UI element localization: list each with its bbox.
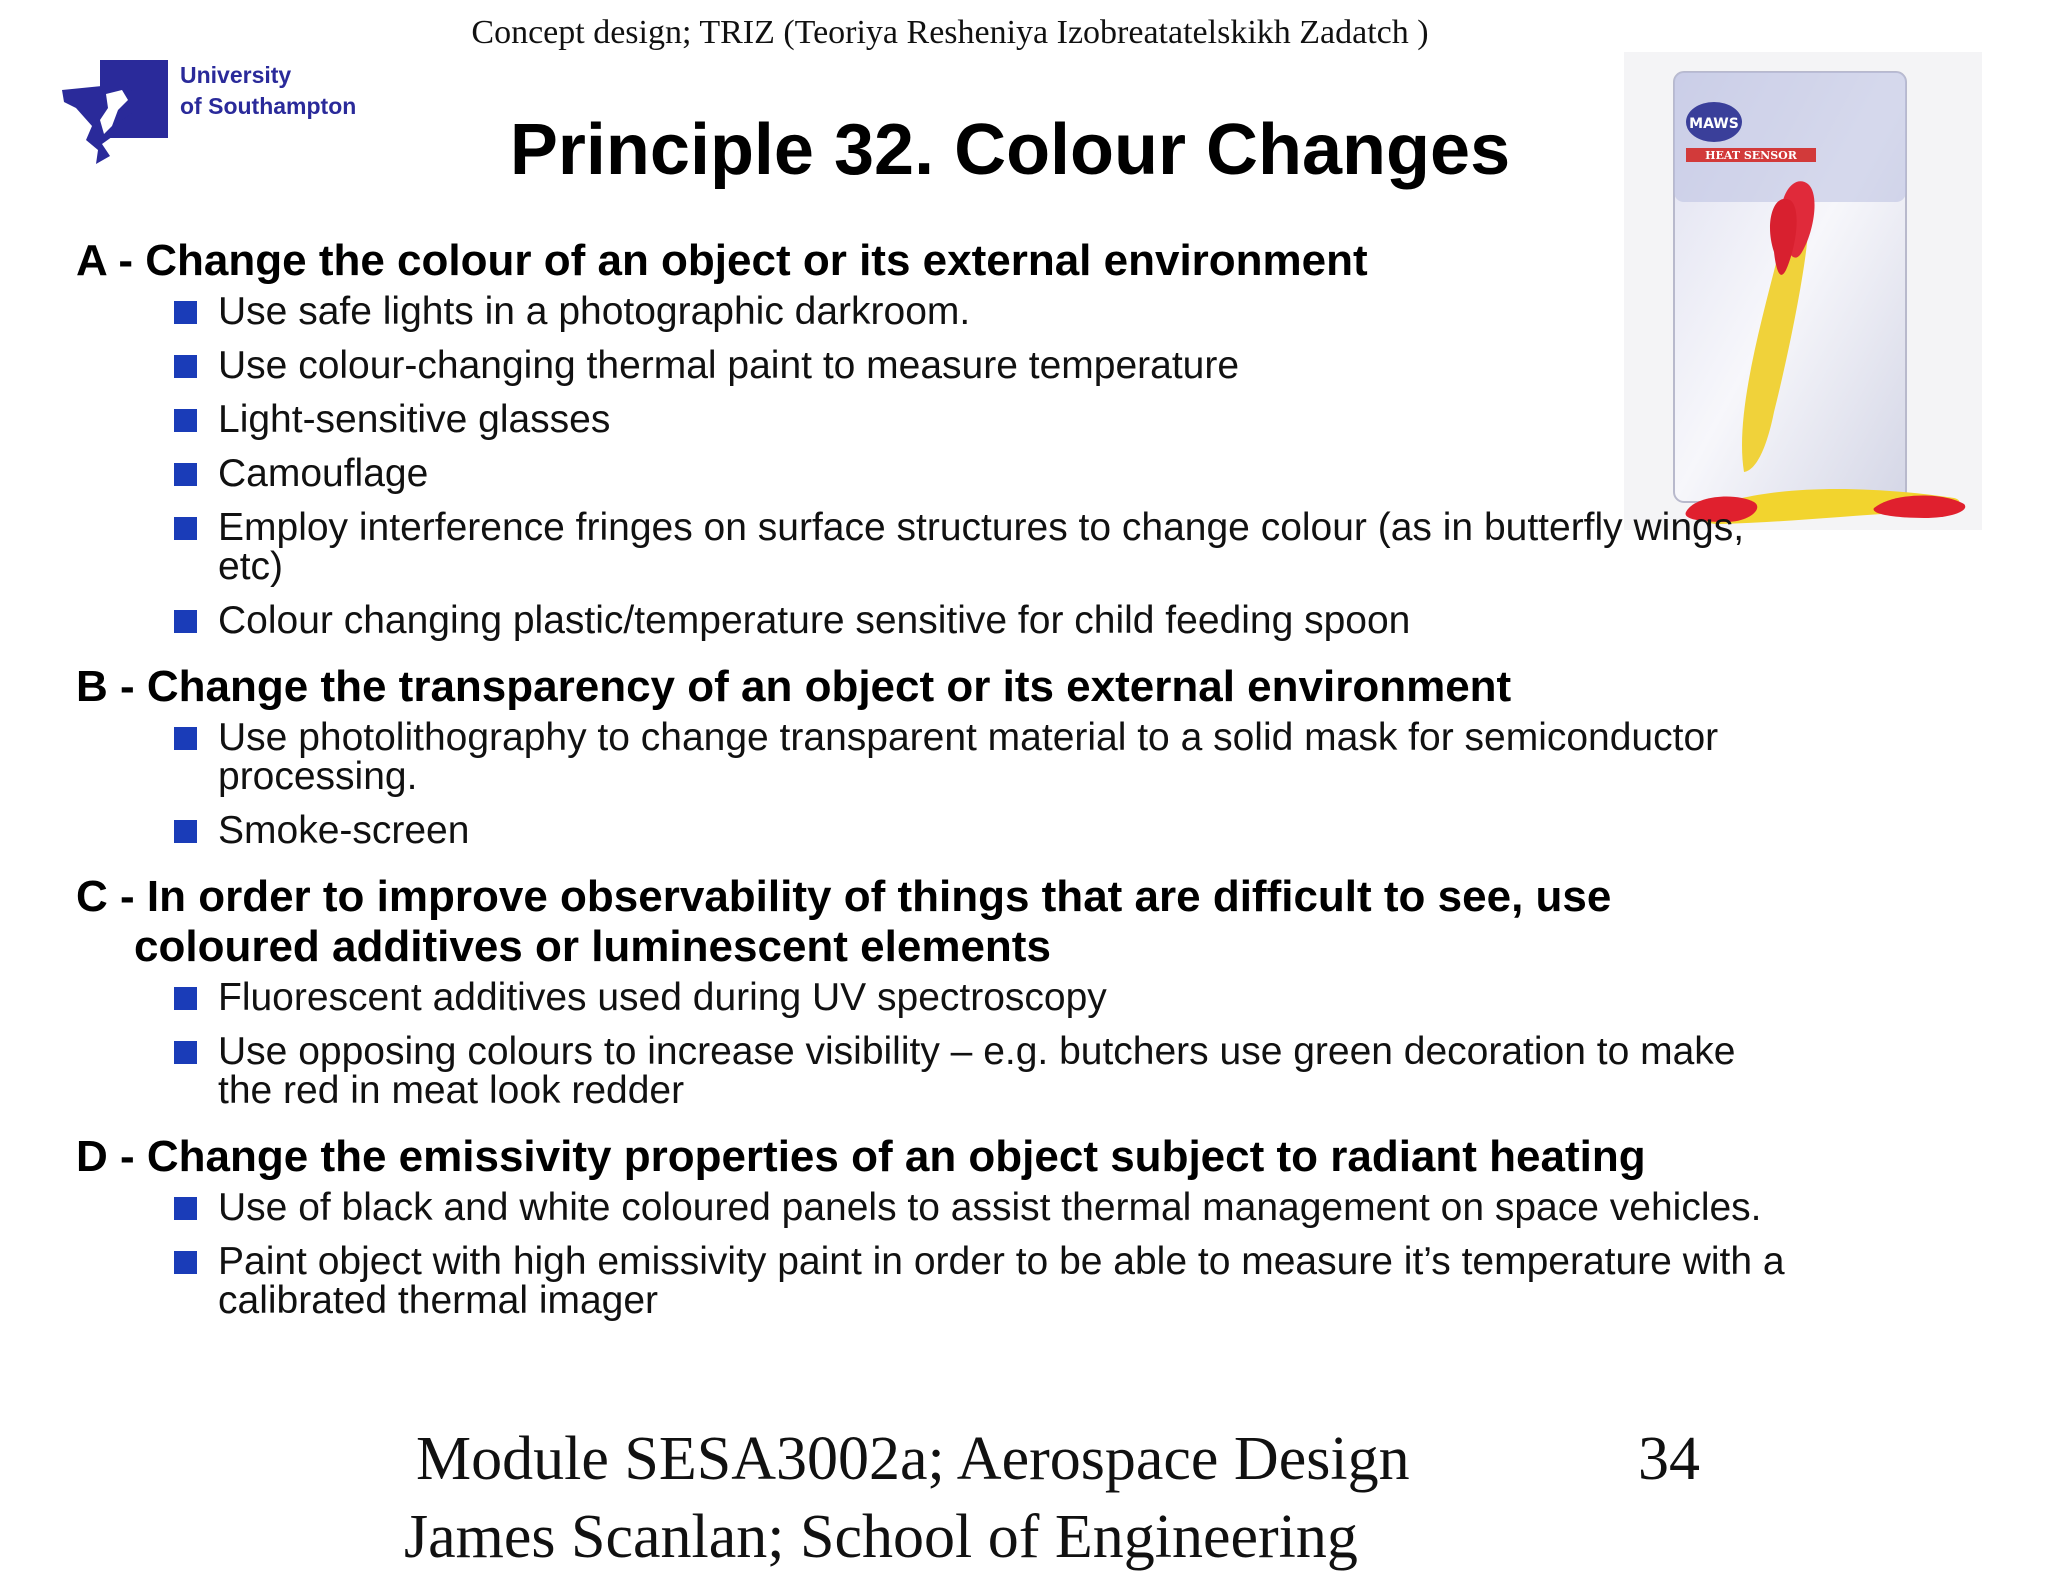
section-a xyxy=(76,236,1796,640)
section-b xyxy=(76,662,1796,850)
list-item xyxy=(76,454,1796,493)
section-items xyxy=(76,978,1796,1110)
dolphin-logo-icon xyxy=(62,60,168,164)
university-logo xyxy=(62,58,382,168)
product-name-label: HEAT SENSOR xyxy=(1705,149,1797,162)
list-item xyxy=(76,400,1796,439)
list-item xyxy=(76,978,1796,1017)
university-name-line2: of Southampton xyxy=(180,93,357,119)
list-item xyxy=(76,292,1796,331)
square-bullet-icon xyxy=(174,1197,197,1220)
list-item-text: Use of black and white coloured panels to assist thermal management on space vehicles. xyxy=(218,1186,1762,1229)
square-bullet-icon xyxy=(174,463,197,486)
header-text: Concept design; TRIZ (Teoriya Resheniya Izobreatatelskikh Zadatch ) xyxy=(471,14,1429,51)
square-bullet-icon xyxy=(174,727,197,750)
section-items xyxy=(76,1188,1796,1320)
list-item xyxy=(76,508,1796,586)
list-item xyxy=(76,811,1796,850)
section-heading: A - Change the colour of an object or its external environment xyxy=(76,236,1368,285)
square-bullet-icon xyxy=(174,987,197,1010)
list-item-text: Camouflage xyxy=(218,452,429,495)
list-item xyxy=(76,346,1796,385)
list-item xyxy=(76,601,1796,640)
square-bullet-icon xyxy=(174,517,197,540)
section-items xyxy=(76,718,1796,850)
section-heading: B - Change the transparency of an object or its external environment xyxy=(76,662,1512,711)
university-name xyxy=(180,60,356,122)
section-c xyxy=(76,872,1796,1110)
square-bullet-icon xyxy=(174,610,197,633)
list-item-text: Use colour-changing thermal paint to measure temperature xyxy=(218,344,1240,387)
list-item xyxy=(76,1242,1796,1320)
square-bullet-icon xyxy=(174,1041,197,1064)
square-bullet-icon xyxy=(174,409,197,432)
list-item-text: Light-sensitive glasses xyxy=(218,398,611,441)
section-items xyxy=(76,292,1796,640)
section-heading: D - Change the emissivity properties of an object subject to radiant heating xyxy=(76,1132,1646,1181)
section-heading: C - In order to improve observability of things that are difficult to see, use coloured additives or luminescent elements xyxy=(76,872,1612,971)
list-item-text: Use safe lights in a photographic darkroom. xyxy=(218,290,971,333)
square-bullet-icon xyxy=(174,355,197,378)
square-bullet-icon xyxy=(174,301,197,324)
list-item-text: Colour changing plastic/temperature sensitive for child feeding spoon xyxy=(218,599,1411,642)
list-item-text: Employ interference fringes on surface structures to change colour (as in butterfly wings, etc) xyxy=(218,506,1745,588)
square-bullet-icon xyxy=(174,820,197,843)
slide-title: Principle 32. Colour Changes xyxy=(509,110,1511,190)
footer-author: James Scanlan; School of Engineering xyxy=(404,1503,1358,1571)
list-item xyxy=(76,1188,1796,1227)
university-name-line1: University xyxy=(180,62,292,88)
square-bullet-icon xyxy=(174,1251,197,1274)
list-item-text: Smoke-screen xyxy=(218,809,470,852)
page-number: 34 xyxy=(1638,1425,1700,1493)
list-item xyxy=(76,1032,1796,1110)
list-item-text: Paint object with high emissivity paint in order to be able to measure it’s temperature with a calibrated thermal imager xyxy=(218,1240,1785,1322)
list-item xyxy=(76,718,1796,796)
list-item-text: Use opposing colours to increase visibility – e.g. butchers use green decoration to make the red in meat look redder xyxy=(218,1030,1736,1112)
brand-label: MAWS xyxy=(1689,116,1739,132)
footer-module: Module SESA3002a; Aerospace Design xyxy=(416,1425,1410,1493)
slide-content xyxy=(76,236,1796,1342)
section-d xyxy=(76,1132,1796,1320)
list-item-text: Fluorescent additives used during UV spectroscopy xyxy=(218,976,1107,1019)
list-item-text: Use photolithography to change transparent material to a solid mask for semiconductor processing. xyxy=(218,716,1719,798)
